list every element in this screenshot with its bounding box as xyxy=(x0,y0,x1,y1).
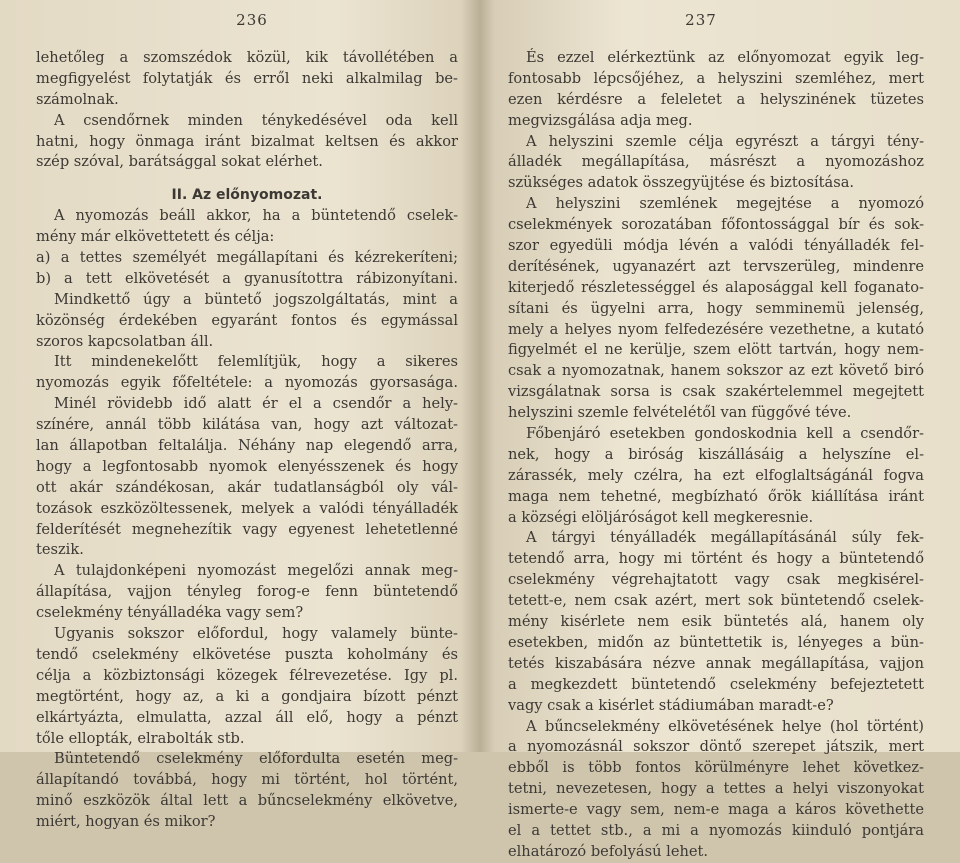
text-line: szép szóval, barátsággal sokat elérhet. xyxy=(36,153,323,171)
text-line: a megkezdett büntetendő cselekmény befejeztetett xyxy=(508,675,924,693)
text-line: megfigyelést folytatják és erről neki alkalmilag be- xyxy=(36,69,458,87)
text-line: kiterjedő részletességgel és alaposággal kell foganato- xyxy=(508,278,924,296)
text-line: szükséges adatok összegyüjtése és biztosítása. xyxy=(508,174,855,192)
page-number: 237 xyxy=(685,11,717,29)
text-line: A helyszini szemle célja egyrészt a tárgyi tény- xyxy=(526,132,924,150)
text-line: A csendőrnek minden ténykedésével oda kell xyxy=(54,111,458,129)
text-line: el a tettet stb., a mi a nyomozás kiinduló pontjára xyxy=(508,821,924,839)
text-line: vagy csak a kisérlet stádiumában maradt-e? xyxy=(508,696,834,714)
text-line: mény kisérlete nem esik büntetés alá, hanem oly xyxy=(508,613,924,631)
text-line: nek, hogy a biróság kiszállásáig a helyszíne el- xyxy=(508,445,924,463)
text-line: zárassék, mely czélra, ha ezt elfoglaltságánál fogva xyxy=(508,466,924,484)
paragraph-gap xyxy=(36,173,458,185)
text-line: tendő cselekmény elkövetése puszta koholmány és xyxy=(36,645,458,663)
text-line: A bűncselekmény elkövetésének helye (hol történt) xyxy=(526,717,924,735)
text-line: csak a nyomozatnak, hanem sokszor az ezt követő biró xyxy=(508,362,924,380)
text-line: A tulajdonképeni nyomozást megelőzi annak meg- xyxy=(54,562,458,580)
text-line: Főbenjáró esetekben gondoskodnia kell a csendőr- xyxy=(526,425,924,443)
text-line: figyelmét el ne kerülje, szem elött tartván, hogy nem- xyxy=(508,341,924,359)
text-line: b) a tett elkövetését a gyanusítottra rábizonyítani. xyxy=(36,269,458,287)
text-line: színére, annál több kilátása van, hogy azt változat- xyxy=(36,416,458,434)
text-line: A nyomozás beáll akkor, ha a büntetendő cselek- xyxy=(54,207,458,225)
text-line: És ezzel elérkeztünk az előnyomozat egyik leg- xyxy=(526,49,924,66)
text-line: A tárgyi tényálladék megállapításánál súly fek- xyxy=(526,529,924,547)
text-line: mely a helyes nyom felfedezésére vezethetne, a kutató xyxy=(508,320,924,338)
section-heading: II. Az előnyomozat. xyxy=(171,187,323,204)
text-line: célja a közbiztonsági közegek félrevezetése. Igy pl. xyxy=(36,666,458,684)
text-line: miért, hogyan és mikor? xyxy=(36,813,216,831)
text-line: sítani és ügyelni arra, hogy semminemü jelenség, xyxy=(508,299,924,317)
text-line: vizsgálatnak sorsa is csak szakértelemmel megejtett xyxy=(508,383,924,401)
text-line: a) a tettes személyét megállapítani és kézrekeríteni; xyxy=(36,249,458,267)
text-line: maga nem tehetné, megbízható őrök kiállítása iránt xyxy=(508,487,924,505)
text-line: tetett-e, nem csak azért, mert sok büntetendő cselek- xyxy=(508,592,924,610)
text-line: derítésének, ugyanazért azt tervszerüleg, mindenre xyxy=(508,257,924,275)
text-line: megtörtént, hogy az, a ki a gondjaira bízott pénzt xyxy=(36,687,458,705)
text-line: elkártyázta, elmulatta, azzal áll elő, hogy a pénzt xyxy=(36,708,458,726)
text-line: cselekmény végrehajtatott vagy csak megkisérel- xyxy=(508,571,924,589)
text-line: cselekmények sorozatában főfontossággal bír és sok- xyxy=(508,216,924,234)
text-line: teszik. xyxy=(36,541,84,559)
text-line: közönség érdekében egyaránt fontos és egymással xyxy=(36,311,458,329)
text-line: ott akár szándékosan, akár tudatlanságból oly vál- xyxy=(36,478,458,496)
text-line: állapítása, vajjon tényleg forog-e fenn büntetendő xyxy=(36,583,458,601)
text-line: Itt mindenekelőtt felemlítjük, hogy a sikeres xyxy=(54,353,458,371)
text-line: szor egyedüli módja lévén a valódi tényálladék fel- xyxy=(508,237,924,255)
text-line: álladék megállapítása, másrészt a nyomozáshoz xyxy=(508,153,924,171)
text-line: lehetőleg a szomszédok közül, kik távollétében a xyxy=(36,49,458,66)
right-page xyxy=(480,0,960,860)
text-line: a községi elöljáróságot kell megkeresnie. xyxy=(508,508,814,526)
text-line: Minél rövidebb idő alatt ér el a csendőr a hely- xyxy=(54,395,458,413)
text-line: ismerte-e vagy sem, nem-e maga a káros követhette xyxy=(508,801,924,819)
text-line: felderítését megnehezítik vagy egyenest lehetetlenné xyxy=(36,520,458,538)
text-line: esetekben, midőn az büntettetik is, lényeges a bün- xyxy=(508,633,924,651)
text-line: ezen kérdésre a feleletet a helyszinének tüzetes xyxy=(508,90,924,108)
text-line: állapítandó továbbá, hogy mi történt, hol történt, xyxy=(36,771,458,789)
text-line: fontosabb lépcsőjéhez, a helyszini szemléhez, mert xyxy=(508,69,924,87)
text-line: tetés kiszabására nézve annak megállapítása, vajjon xyxy=(508,654,924,672)
text-line: hogy a legfontosabb nyomok elenyésszenek és hogy xyxy=(36,457,458,475)
text-line: szoros kapcsolatban áll. xyxy=(36,332,214,350)
text-line: elhatározó befolyású lehet. xyxy=(508,842,708,860)
text-line: Ugyanis sokszor előfordul, hogy valamely bünte- xyxy=(54,625,458,643)
text-line: Mindkettő úgy a büntető jogszolgáltatás, mint a xyxy=(54,290,458,308)
page-text xyxy=(508,48,924,863)
left-page xyxy=(0,0,480,831)
text-line: megvizsgálása adja meg. xyxy=(508,111,693,129)
text-line: tőle ellopták, elrabolták stb. xyxy=(36,729,245,747)
text-line: tetni, nevezetesen, hogy a tettes a helyi viszonyokat xyxy=(508,780,924,798)
text-line: A helyszini szemlének megejtése a nyomozó xyxy=(526,195,924,213)
text-line: ebből is több fontos körülményre lehet következ- xyxy=(508,759,924,777)
text-line: lan állapotban feltalálja. Néhány nap elegendő arra, xyxy=(36,437,458,455)
page-text xyxy=(36,48,458,833)
text-line: nyomozás egyik főfeltétele: a nyomozás gyorsasága. xyxy=(36,374,458,392)
text-line: helyszini szemle felvételétől van függővé téve. xyxy=(508,404,852,422)
text-line: a nyomozásnál sokszor döntő szerepet játszik, mert xyxy=(508,738,924,756)
text-line: cselekmény tényálladéka vagy sem? xyxy=(36,604,304,622)
text-line: számolnak. xyxy=(36,90,119,108)
text-line: minő eszközök által lett a bűncselekmény elkövetve, xyxy=(36,792,458,810)
text-line: mény már elkövettetett és célja: xyxy=(36,228,275,246)
page-number: 236 xyxy=(236,11,268,29)
text-line: Büntetendő cselekmény előfordulta esetén meg- xyxy=(54,750,458,768)
text-line: tetendő arra, hogy mi történt és hogy a büntetendő xyxy=(508,550,924,568)
text-line: hatni, hogy önmaga iránt bizalmat keltsen és akkor xyxy=(36,132,458,150)
text-line: tozások eszközöltessenek, melyek a valódi tényálladék xyxy=(36,499,458,517)
